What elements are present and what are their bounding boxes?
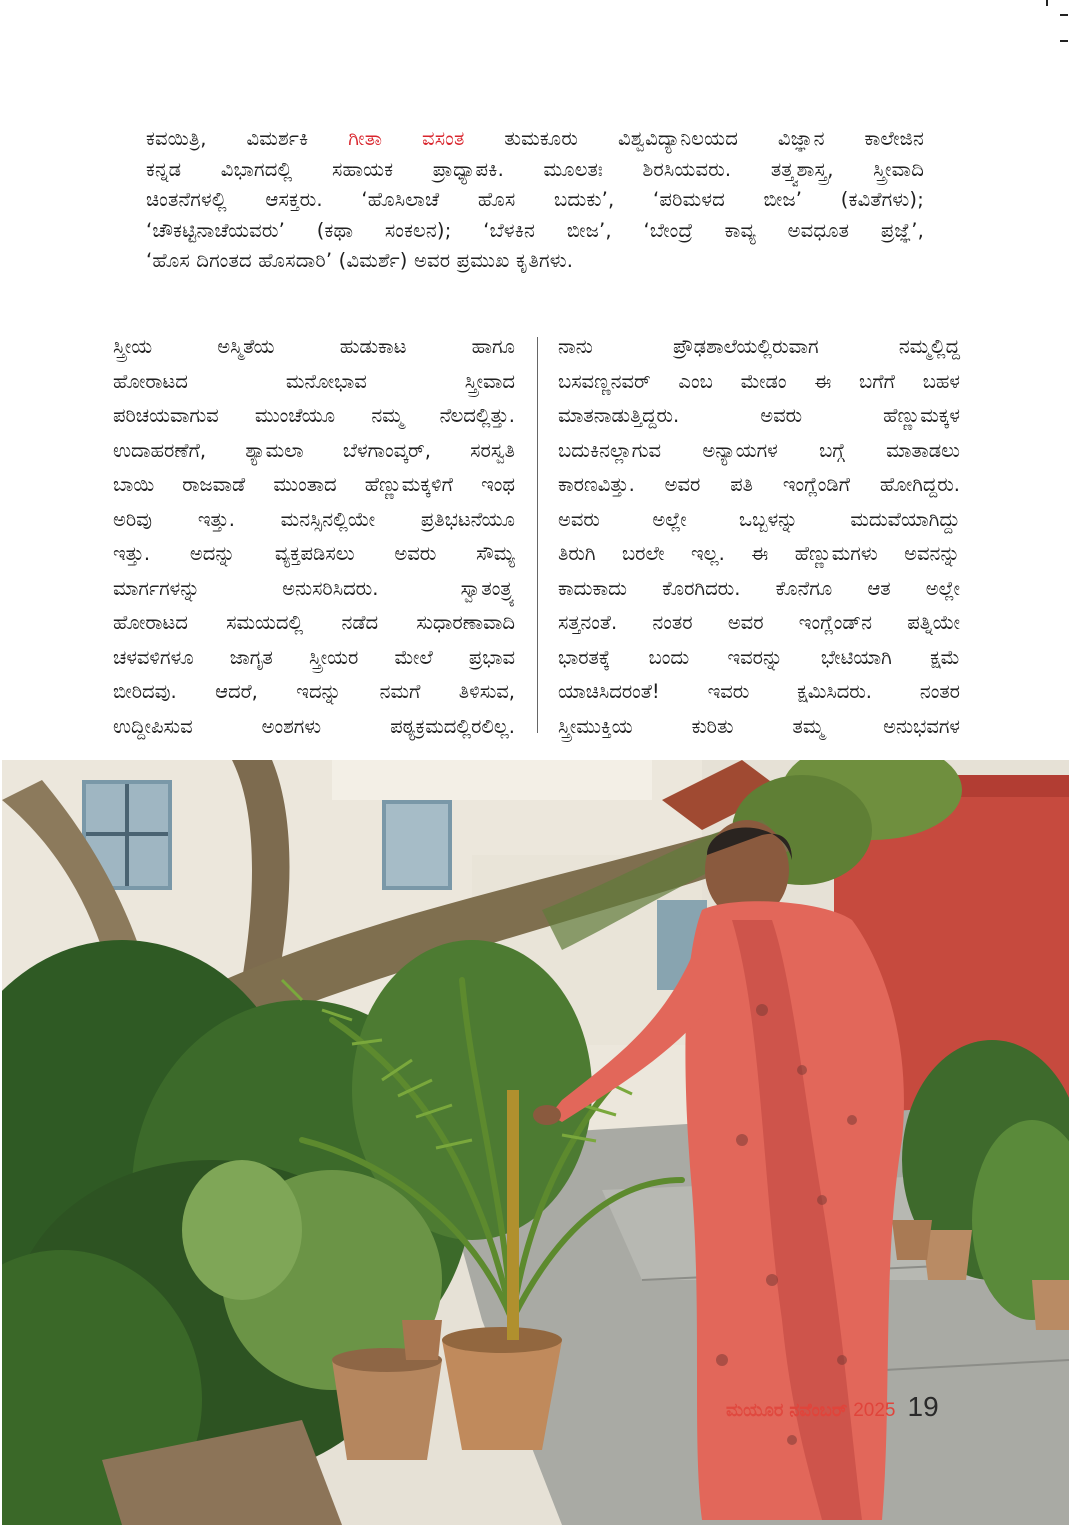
bio-line-3: ಚಿಂತನೆಗಳಲ್ಲಿ ಆಸಕ್ತರು. ‘ಹೊಸಿಲಾಚೆ ಹೊಸ ಬದುಕು’, ‘ಪರಿಮಳದ ಬೀಜ’ (ಕವಿತೆಗಳು);	[146, 188, 924, 211]
bio-line-1-post: ತುಮಕೂರು ವಿಶ್ವವಿದ್ಯಾನಿಲಯದ ವಿಜ್ಞಾನ ಕಾಲೇಜಿನ	[464, 127, 924, 150]
column-line: ಹೋರಾಟದ ಮನೋಭಾವ ಸ್ತ್ರೀವಾದ	[113, 369, 515, 393]
column-line: ಉದ್ದೀಪಿಸುವ ಅಂಶಗಳು ಪಠ್ಯಕ್ರಮದಲ್ಲಿರಲಿಲ್ಲ.	[113, 714, 515, 738]
magazine-name: ಮಯೂರ	[726, 1400, 784, 1420]
column-line: ಬಸವಣ್ಣನವರ್ ಎಂಬ ಮೇಡಂ ಈ ಬಗೆಗೆ ಬಹಳ	[558, 369, 960, 393]
crop-mark-right-upper	[1060, 14, 1068, 16]
column-line: ಸತ್ತನಂತೆ. ನಂತರ ಅವರ ಇಂಗ್ಲೆಂಡ್‌ನ ಪತ್ನಿಯೇ	[558, 611, 960, 634]
column-divider	[537, 337, 538, 733]
bio-line-1-pre: ಕವಯಿತ್ರಿ, ವಿಮರ್ಶಕಿ	[146, 127, 349, 150]
column-line: ಬೀರಿದವು. ಆದರೆ, ಇದನ್ನು ನಮಗೆ ತಿಳಿಸುವ,	[113, 680, 515, 703]
column-line: ಕಾರಣವಿತ್ತು. ಅವರ ಪತಿ ಇಂಗ್ಲೆಂಡಿಗೆ ಹೋಗಿದ್ದರು.	[558, 473, 960, 496]
column-line: ತಿರುಗಿ ಬರಲೇ ಇಲ್ಲ. ಈ ಹೆಣ್ಣುಮಗಳು ಅವನನ್ನು	[558, 542, 960, 565]
bio-line-5: ‘ಹೊಸ ದಿಗಂತದ ಹೊಸದಾರಿ’ (ವಿಮರ್ಶೆ) ಅವರ ಪ್ರಮುಖ ಕೃತಿಗಳು.	[146, 249, 574, 272]
column-line: ಮಾರ್ಗಗಳನ್ನು ಅನುಸರಿಸಿದರು. ಸ್ವಾತಂತ್ರ್ಯ	[113, 576, 515, 600]
article-column-left	[113, 330, 515, 744]
column-line: ಬದುಕಿನಲ್ಲಾಗುವ ಅನ್ಯಾಯಗಳ ಬಗ್ಗೆ ಮಾತಾಡಲು	[558, 438, 960, 462]
column-line: ಪರಿಚಯವಾಗುವ ಮುಂಚೆಯೂ ನಮ್ಮ ನೆಲದಲ್ಲಿತ್ತು.	[113, 404, 515, 427]
bio-line-2: ಕನ್ನಡ ವಿಭಾಗದಲ್ಲಿ ಸಹಾಯಕ ಪ್ರಾಧ್ಯಾಪಕಿ. ಮೂಲತಃ ಶಿರಸಿಯವರು. ತತ್ತ್ವಶಾಸ್ತ್ರ, ಸ್ತ್ರೀವಾದಿ	[146, 157, 924, 181]
column-line: ಚಳವಳಿಗಳೂ ಜಾಗೃತ ಸ್ತ್ರೀಯರ ಮೇಲೆ ಪ್ರಭಾವ	[113, 645, 515, 669]
article-column-right	[558, 330, 960, 744]
column-line: ಅರಿವು ಇತ್ತು. ಮನಸ್ಸಿನಲ್ಲಿಯೇ ಪ್ರತಿಭಟನೆಯೂ	[113, 507, 515, 531]
crop-mark-right-mid	[1060, 40, 1068, 42]
column-line: ಸ್ತ್ರೀಯ ಅಸ್ಮಿತೆಯ ಹುಡುಕಾಟ ಹಾಗೂ	[113, 335, 515, 358]
crop-mark-top-right	[1046, 0, 1048, 6]
page-footer	[726, 1391, 939, 1431]
author-name: ಗೀತಾ ವಸಂತ	[348, 127, 465, 150]
column-line: ನಾನು ಪ್ರೌಢಶಾಲೆಯಲ್ಲಿರುವಾಗ ನಮ್ಮಲ್ಲಿದ್ದ	[558, 335, 960, 358]
bio-line-4: ‘ಚೌಕಟ್ಟಿನಾಚೆಯವರು’ (ಕಥಾ ಸಂಕಲನ); ‘ಬೆಳಕಿನ ಬೀಜ’, ‘ಬೇಂದ್ರೆ ಕಾವ್ಯ ಅವಧೂತ ಪ್ರಜ್ಞೆ’,	[146, 218, 924, 242]
column-line: ಬಾಯಿ ರಾಜವಾಡೆ ಮುಂತಾದ ಹೆಣ್ಣುಮಕ್ಕಳಿಗೆ ಇಂಥ	[113, 473, 515, 496]
column-line: ಭಾರತಕ್ಕೆ ಬಂದು ಇವರನ್ನು ಭೇಟಿಯಾಗಿ ಕ್ಷಮೆ	[558, 645, 960, 669]
author-bio	[146, 124, 924, 277]
column-line: ಸ್ತ್ರೀಮುಕ್ತಿಯ ಕುರಿತು ತಮ್ಮ ಅನುಭವಗಳ	[558, 714, 960, 738]
column-line: ಹೋರಾಟದ ಸಮಯದಲ್ಲಿ ನಡೆದ ಸುಧಾರಣಾವಾದಿ	[113, 611, 515, 634]
issue-month: ನವೆಂಬರ್	[789, 1400, 848, 1420]
bio-line-1	[146, 124, 924, 155]
issue-year: 2025	[853, 1400, 896, 1421]
column-line: ಕಾದುಕಾದು ಕೊರಗಿದರು. ಕೊನೆಗೂ ಆತ ಅಲ್ಲೇ	[558, 576, 960, 600]
page-number: 19	[907, 1391, 939, 1422]
column-line: ಉದಾಹರಣೆಗೆ, ಶ್ಯಾಮಲಾ ಬೆಳಗಾಂವ್ಕರ್, ಸರಸ್ವತಿ	[113, 438, 515, 462]
column-line: ಅವರು ಅಲ್ಲೇ ಒಬ್ಬಳನ್ನು ಮದುವೆಯಾಗಿದ್ದು	[558, 507, 960, 531]
column-line: ಇತ್ತು. ಅದನ್ನು ವ್ಯಕ್ತಪಡಿಸಲು ಅವರು ಸೌಮ್ಯ	[113, 542, 515, 565]
column-line: ಯಾಚಿಸಿದರಂತೆ! ಇವರು ಕ್ಷಮಿಸಿದರು. ನಂತರ	[558, 680, 960, 703]
column-line: ಮಾತನಾಡುತ್ತಿದ್ದರು. ಅವರು ಹೆಣ್ಣುಮಕ್ಕಳ	[558, 404, 960, 427]
